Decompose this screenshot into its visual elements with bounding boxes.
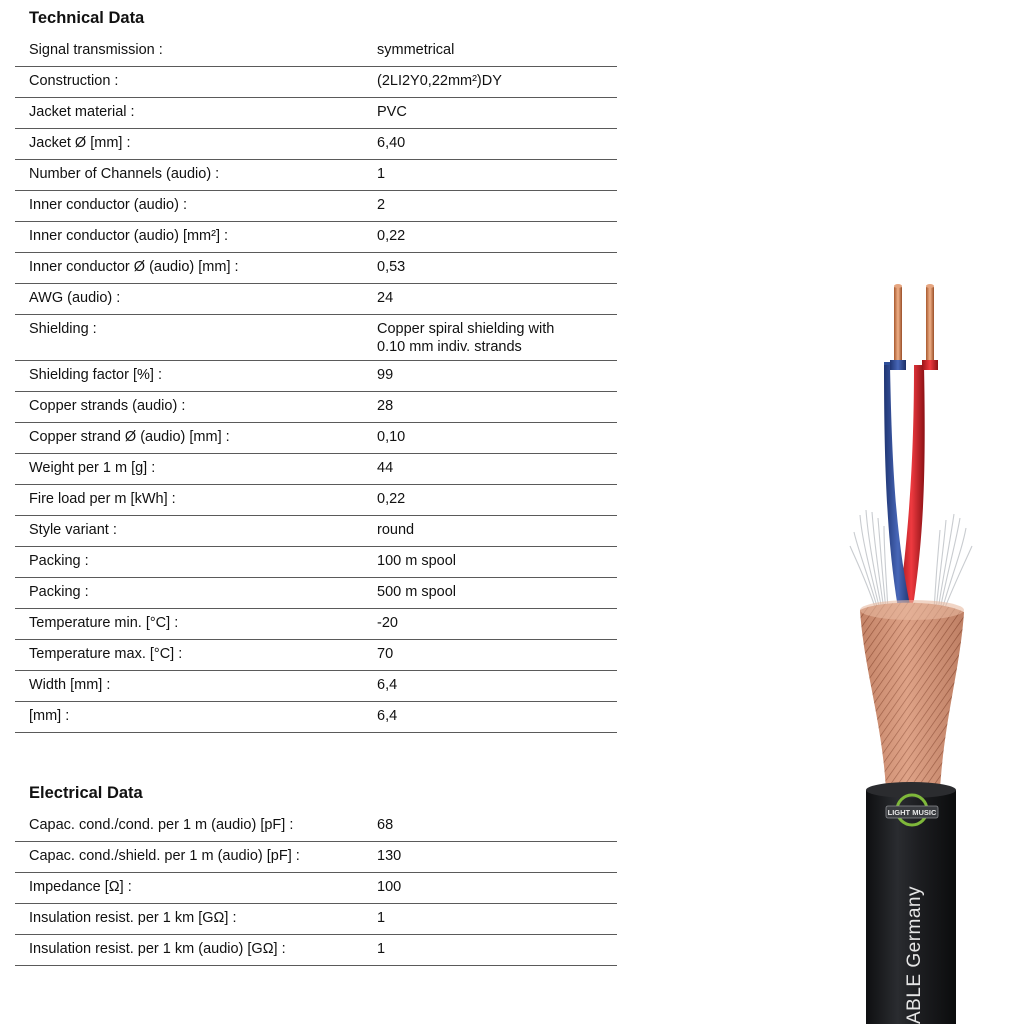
row-value [363, 253, 617, 283]
row-value-line: 2 [377, 197, 386, 213]
row-value-line: 1 [377, 166, 386, 182]
electrical-data-table [15, 811, 617, 966]
table-row [15, 842, 617, 873]
row-label: Temperature min. [°C] : [29, 615, 179, 631]
row-label: Insulation resist. per 1 km (audio) [GΩ] : [29, 941, 286, 957]
row-value [363, 160, 617, 190]
table-row [15, 702, 617, 733]
row-value [363, 842, 617, 872]
table-row [15, 36, 617, 67]
row-label: Packing : [29, 584, 89, 600]
row-value-line: 0,22 [377, 228, 406, 244]
table-row [15, 98, 617, 129]
row-value-line: 68 [377, 817, 394, 833]
row-value-line: 1 [377, 910, 386, 926]
table-row [15, 67, 617, 98]
table-row [15, 160, 617, 191]
row-value [363, 702, 617, 732]
copper-conductor-right [926, 285, 934, 367]
cable-product-image [840, 270, 980, 1024]
row-label: Number of Channels (audio) : [29, 166, 220, 182]
row-value [363, 98, 617, 128]
row-label: Construction : [29, 73, 119, 89]
row-value [363, 423, 617, 453]
row-value [363, 609, 617, 639]
row-value [363, 671, 617, 701]
row-value [363, 873, 617, 903]
table-row [15, 454, 617, 485]
row-value [363, 392, 617, 422]
row-label: Shielding : [29, 321, 97, 337]
row-label: Jacket Ø [mm] : [29, 135, 131, 151]
table-row [15, 423, 617, 454]
row-value-line: 0,22 [377, 491, 406, 507]
row-value [363, 811, 617, 841]
table-row [15, 547, 617, 578]
technical-data-section [15, 8, 617, 733]
table-row [15, 640, 617, 671]
row-value-line: 1 [377, 941, 386, 957]
jacket-print: ABLE Germany [904, 886, 925, 1024]
row-label: Width [mm] : [29, 677, 111, 693]
table-row [15, 609, 617, 640]
row-label: Copper strand Ø (audio) [mm] : [29, 429, 230, 445]
table-row [15, 253, 617, 284]
row-value [363, 222, 617, 252]
table-row [15, 222, 617, 253]
row-label: AWG (audio) : [29, 290, 121, 306]
row-label: Inner conductor Ø (audio) [mm] : [29, 259, 239, 275]
row-value-line: (2LI2Y0,22mm²)DY [377, 73, 502, 89]
table-row [15, 191, 617, 222]
row-value [363, 485, 617, 515]
row-value-line: 70 [377, 646, 394, 662]
table-row [15, 315, 617, 361]
row-label: Jacket material : [29, 104, 135, 120]
row-label: Inner conductor (audio) [mm²] : [29, 228, 229, 244]
table-row [15, 129, 617, 160]
table-row [15, 392, 617, 423]
row-label: Temperature max. [°C] : [29, 646, 183, 662]
row-label: Insulation resist. per 1 km [GΩ] : [29, 910, 237, 926]
shield-strands-left [850, 510, 888, 610]
table-row [15, 671, 617, 702]
table-row [15, 935, 617, 966]
row-label: Signal transmission : [29, 42, 163, 58]
row-label: [mm] : [29, 708, 70, 724]
row-value [363, 67, 617, 97]
row-value [363, 547, 617, 577]
row-value [363, 454, 617, 484]
row-value-line: -20 [377, 615, 398, 631]
row-value [363, 578, 617, 608]
row-value-line: 100 m spool [377, 553, 456, 569]
row-value-line: 130 [377, 848, 402, 864]
row-value [363, 191, 617, 221]
shield-strands-right [934, 514, 972, 610]
row-value-line: 0.10 mm indiv. strands [377, 339, 522, 355]
row-value-line: round [377, 522, 415, 538]
row-value-line: 0,53 [377, 259, 406, 275]
electrical-data-section [15, 783, 617, 966]
row-label: Impedance [Ω] : [29, 879, 132, 895]
table-row [15, 578, 617, 609]
row-value-line: 28 [377, 398, 394, 414]
row-value-line: 24 [377, 290, 394, 306]
table-row [15, 873, 617, 904]
row-label: Inner conductor (audio) : [29, 197, 187, 213]
row-value [363, 315, 617, 360]
copper-conductor-left [894, 285, 902, 367]
row-label: Fire load per m [kWh] : [29, 491, 176, 507]
row-value-line: Copper spiral shielding with [377, 321, 555, 337]
row-value [363, 36, 617, 66]
row-value-line: 0,10 [377, 429, 406, 445]
row-value-line: 6,40 [377, 135, 406, 151]
logo-text: LIGHT MUSIC [887, 808, 937, 817]
row-value-line: 500 m spool [377, 584, 456, 600]
row-label: Packing : [29, 553, 89, 569]
technical-data-title: Technical Data [29, 9, 145, 27]
row-value [363, 284, 617, 314]
row-value-line: PVC [377, 104, 407, 120]
row-value [363, 516, 617, 546]
table-row [15, 904, 617, 935]
row-label: Weight per 1 m [g] : [29, 460, 156, 476]
table-row [15, 485, 617, 516]
row-label: Shielding factor [%] : [29, 367, 162, 383]
row-value-line: 99 [377, 367, 394, 383]
row-value [363, 904, 617, 934]
row-value-line: symmetrical [377, 42, 455, 58]
row-value [363, 361, 617, 391]
table-row [15, 516, 617, 547]
row-value-line: 6,4 [377, 708, 398, 724]
technical-data-table [15, 36, 617, 733]
table-row [15, 361, 617, 392]
row-label: Style variant : [29, 522, 117, 538]
row-value [363, 640, 617, 670]
row-value [363, 935, 617, 965]
row-label: Capac. cond./shield. per 1 m (audio) [pF] : [29, 848, 300, 864]
row-label: Copper strands (audio) : [29, 398, 186, 414]
row-value [363, 129, 617, 159]
row-value-line: 6,4 [377, 677, 398, 693]
electrical-data-title: Electrical Data [29, 784, 143, 802]
row-label: Capac. cond./cond. per 1 m (audio) [pF] : [29, 817, 294, 833]
row-value-line: 100 [377, 879, 402, 895]
row-value-line: 44 [377, 460, 394, 476]
table-row [15, 284, 617, 315]
table-row [15, 811, 617, 842]
